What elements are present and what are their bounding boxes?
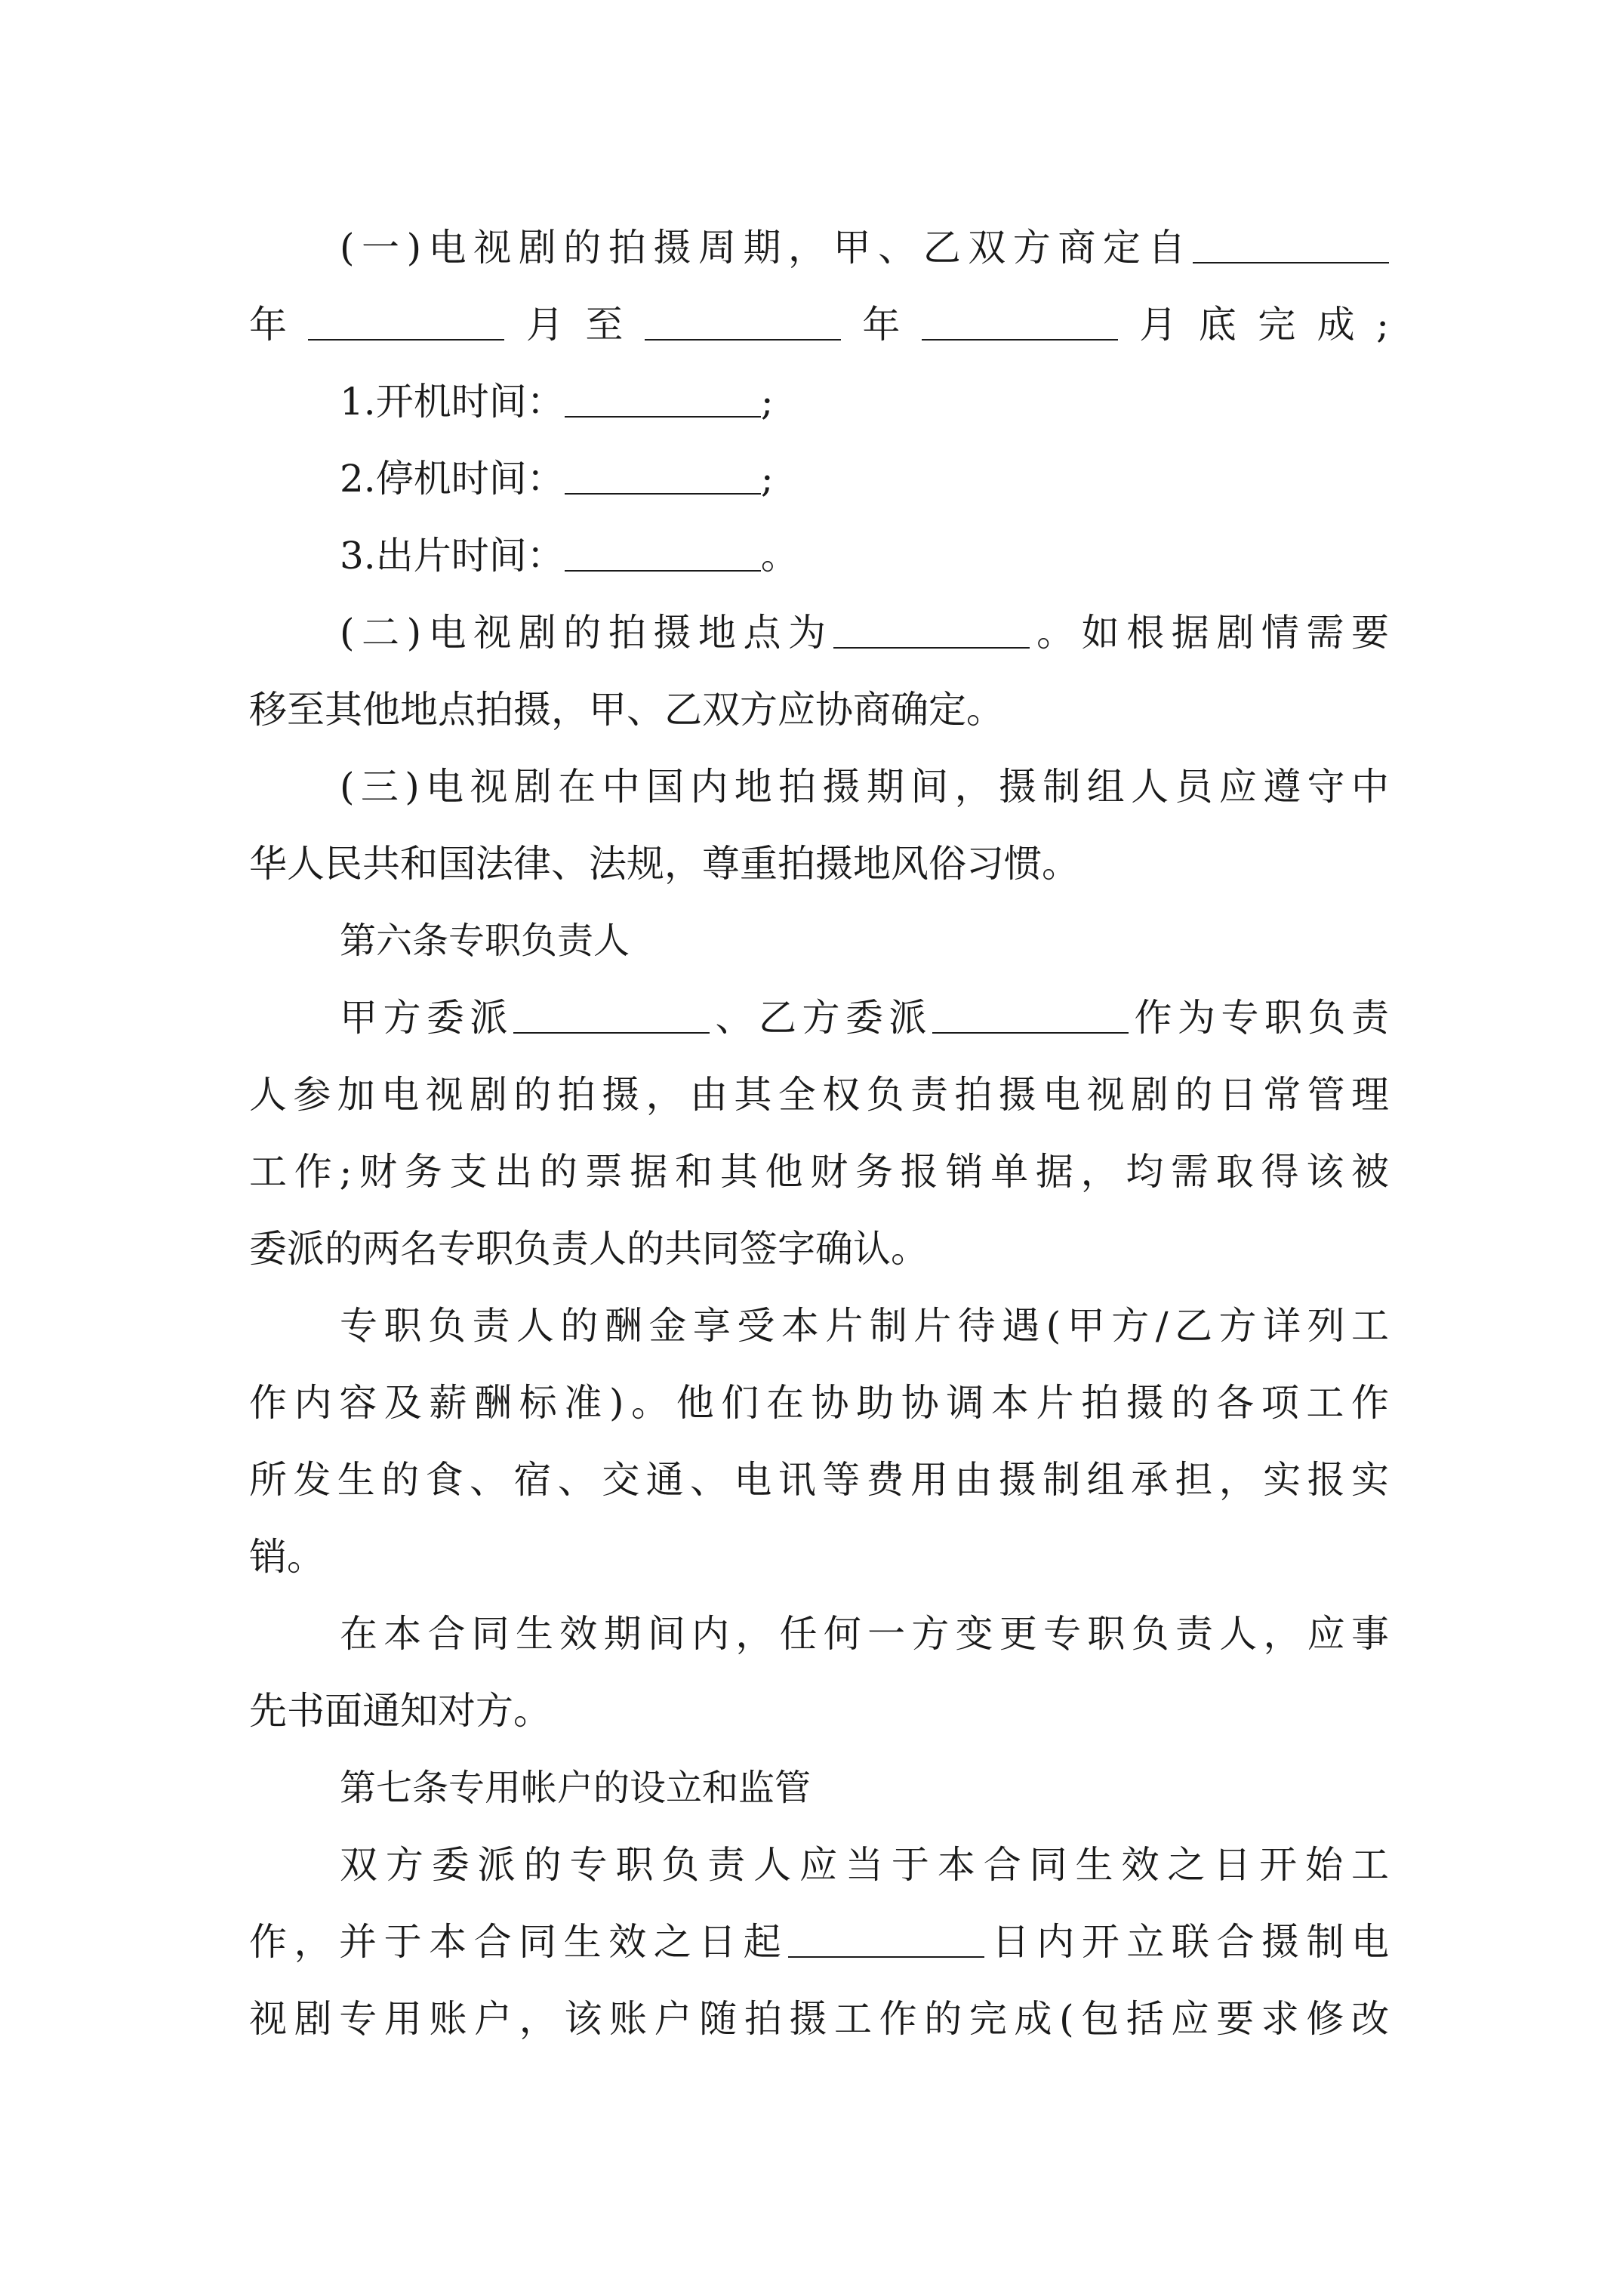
text: 作为专职负责 — [1129, 996, 1389, 1040]
article-6-delegates — [340, 979, 1389, 1056]
article-7-heading — [340, 1749, 1389, 1826]
start-time-line — [340, 363, 1389, 440]
text: 委派的两名专职负责人的共同签字确认。 — [249, 1227, 929, 1271]
paragraph-line — [249, 1441, 1389, 1518]
text: 。 — [760, 534, 799, 578]
text: 作，并于本合同生效之日起 — [249, 1920, 789, 1964]
text: ; — [760, 457, 774, 501]
article-7-account-days — [249, 1903, 1389, 1980]
text: 双方委派的专职负责人应当于本合同生效之日开始工 — [340, 1843, 1389, 1887]
text: 销。 — [249, 1535, 325, 1579]
text: (三)电视剧在中国内地拍摄期间，摄制组人员应遵守中 — [340, 765, 1389, 809]
paragraph-line — [249, 1672, 1389, 1749]
release-time-line — [340, 517, 1389, 594]
paragraph-line — [249, 1133, 1389, 1210]
text: 年 — [840, 303, 922, 347]
text: ; — [760, 380, 774, 424]
text: 3.出片时间： — [340, 534, 565, 578]
text: 月至 — [504, 303, 645, 347]
paragraph-line — [249, 1518, 1389, 1595]
article-6-heading — [340, 902, 1389, 979]
text: 。如根据剧情需要 — [1029, 611, 1389, 655]
blank-field — [932, 988, 1129, 1034]
blank-field — [565, 372, 761, 418]
text: 人参加电视剧的拍摄，由其全权负责拍摄电视剧的日常管理 — [249, 1073, 1389, 1117]
text: 视剧专用账户，该账户随拍摄工作的完成(包括应要求修改 — [249, 1997, 1389, 2041]
text: 、乙方委派 — [710, 996, 932, 1040]
blank-field — [922, 295, 1118, 341]
paragraph-line — [249, 1056, 1389, 1133]
paragraph-line — [249, 1980, 1389, 2057]
clause-2-location — [340, 594, 1389, 671]
clause-3-laws — [340, 748, 1389, 825]
text: 甲方委派 — [340, 996, 513, 1040]
text: 工作;财务支出的票据和其他财务报销单据，均需取得该被 — [249, 1150, 1389, 1194]
blank-field — [833, 603, 1030, 649]
paragraph-change-notice — [340, 1595, 1389, 1672]
text: 2.停机时间： — [340, 457, 565, 501]
text: (二)电视剧的拍摄地点为 — [340, 611, 833, 655]
blank-field — [565, 449, 761, 495]
text: 第六条专职负责人 — [340, 920, 630, 962]
text: (一)电视剧的拍摄周期，甲、乙双方商定自 — [340, 226, 1193, 270]
blank-field — [788, 1912, 984, 1958]
paragraph-line — [249, 1364, 1389, 1441]
text: 专职负责人的酬金享受本片制片待遇(甲方/乙方详列工 — [340, 1304, 1389, 1348]
text: 年 — [249, 303, 309, 347]
blank-field — [513, 988, 710, 1034]
paragraph-line — [249, 1210, 1389, 1287]
text: 第七条专用帐户的设立和监管 — [340, 1767, 812, 1809]
clause-1-shooting-period-cont — [249, 286, 1389, 363]
paragraph-line — [249, 825, 1389, 902]
blank-field — [565, 526, 761, 572]
paragraph-line — [249, 671, 1389, 748]
text: 作内容及薪酬标准)。他们在协助协调本片拍摄的各项工作 — [249, 1381, 1389, 1425]
article-7-paragraph — [340, 1826, 1389, 1903]
blank-field — [645, 295, 841, 341]
text: 月底完成; — [1117, 303, 1389, 347]
stop-time-line — [340, 440, 1389, 517]
blank-field — [1193, 218, 1389, 264]
blank-field — [308, 295, 504, 341]
paragraph-remuneration — [340, 1287, 1389, 1364]
text: 所发生的食、宿、交通、电讯等费用由摄制组承担，实报实 — [249, 1458, 1389, 1502]
text: 华人民共和国法律、法规，尊重拍摄地风俗习惯。 — [249, 842, 1079, 886]
clause-1-shooting-period — [340, 209, 1389, 286]
text: 日内开立联合摄制电 — [984, 1920, 1389, 1964]
text: 先书面通知对方。 — [249, 1689, 551, 1733]
text: 在本合同生效期间内，任何一方变更专职负责人，应事 — [340, 1612, 1389, 1656]
text: 1.开机时间： — [340, 380, 565, 424]
text: 移至其他地点拍摄，甲、乙双方应协商确定。 — [249, 688, 1004, 732]
